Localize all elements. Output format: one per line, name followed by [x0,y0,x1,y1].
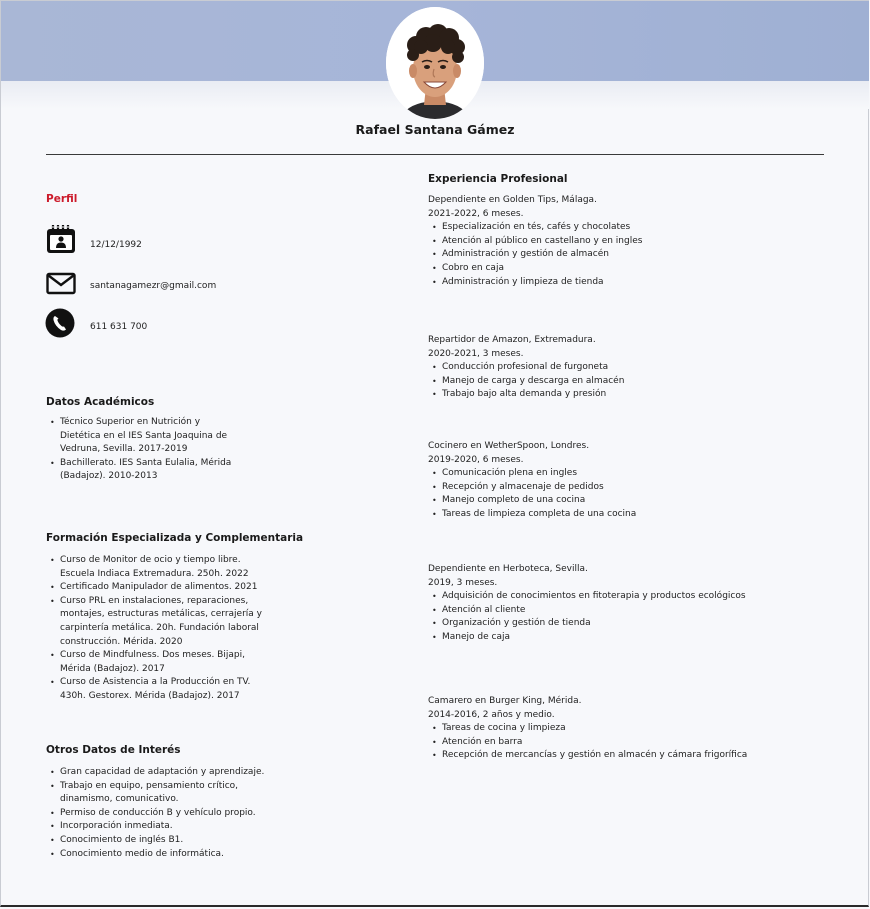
email: santanagamezr@gmail.com [90,281,217,291]
job-entry [428,334,848,402]
mail-icon [46,269,76,299]
list-item: • Permiso de conducción B y vehículo propio. [46,807,266,821]
job-role: Dependiente en Herboteca, Sevilla. [428,564,588,574]
job-period: 2019, 3 meses. [428,577,498,588]
job-period: 2019-2020, 6 meses. [428,454,524,465]
list-item: • Conocimiento medio de informática. [46,848,266,862]
list-item: • Conocimiento de inglés B1. [46,834,266,848]
job-period: 2014-2016, 2 años y medio. [428,709,555,720]
job-period: 2021-2022, 6 meses. [428,208,524,219]
list-item: • Cobro en caja [428,262,848,276]
list-item: • Bachillerato. IES Santa Eulalia, Mérida (Badajoz). 2010-2013 [46,457,236,484]
list-item: • Adquisición de conocimientos en fitoterapia y productos ecológicos [428,590,848,604]
calendar-icon [46,224,76,254]
list-item: • Curso PRL en instalaciones, reparaciones, montajes, estructuras metálicas, cerrajería y carpintería metálica. 20h. Fundación laboral construcción. Mérida. 2020 [46,595,276,649]
list-item: • Tareas de limpieza completa de una cocina [428,508,848,522]
other-list [46,766,266,861]
list-item: • Trabajo en equipo, pensamiento crítico, dinamismo, comunicativo. [46,780,266,807]
list-item: • Certificado Manipulador de alimentos. 2021 [46,581,276,595]
phone-icon [45,308,75,338]
profile-photo [386,7,484,119]
list-item: • Atención al cliente [428,604,848,618]
list-item: • Manejo de carga y descarga en almacén [428,375,848,389]
header-divider [46,154,824,155]
list-item: • Gran capacidad de adaptación y aprendizaje. [46,766,266,780]
list-item: • Especialización en tés, cafés y chocolates [428,221,848,235]
list-item: • Atención al público en castellano y en ingles [428,235,848,249]
job-entry [428,440,848,522]
job-role: Repartidor de Amazon, Extremadura. [428,335,596,345]
list-item: • Curso de Mindfulness. Dos meses. Bijapi, Mérida (Badajoz). 2017 [46,649,276,676]
list-item: • Incorporación inmediata. [46,820,266,834]
birthdate: 12/12/1992 [90,240,142,250]
perfil-heading: Perfil [46,193,78,205]
list-item: • Curso de Monitor de ocio y tiempo libre. Escuela Indiaca Extremadura. 250h. 2022 [46,554,276,581]
candidate-name: Rafael Santana Gámez [355,122,515,137]
list-item: • Atención en barra [428,736,848,750]
list-item: • Recepción de mercancías y gestión en almacén y cámara frigorífica [428,749,848,763]
list-item: • Administración y gestión de almacén [428,248,848,262]
list-item: • Trabajo bajo alta demanda y presión [428,388,848,402]
academic-list [46,416,236,484]
job-tasks [428,722,848,763]
job-entry [428,695,848,763]
job-tasks [428,590,848,644]
job-role: Camarero en Burger King, Mérida. [428,696,582,706]
list-item: • Conducción profesional de furgoneta [428,361,848,375]
job-period: 2020-2021, 3 meses. [428,348,524,359]
training-list [46,554,276,704]
job-tasks [428,221,848,289]
experience-heading: Experiencia Profesional [428,173,568,185]
list-item: • Organización y gestión de tienda [428,617,848,631]
list-item: • Curso de Asistencia a la Producción en TV. 430h. Gestorex. Mérida (Badajoz). 2017 [46,676,276,703]
list-item: • Administración y limpieza de tienda [428,276,848,290]
job-tasks [428,467,848,521]
list-item: • Manejo completo de una cocina [428,494,848,508]
list-item: • Manejo de caja [428,631,848,645]
list-item: • Comunicación plena en ingles [428,467,848,481]
phone: 611 631 700 [90,322,148,332]
job-entry [428,194,848,289]
job-entry [428,563,848,645]
list-item: • Recepción y almacenaje de pedidos [428,481,848,495]
job-tasks [428,361,848,402]
training-heading: Formación Especializada y Complementaria [46,532,304,544]
other-heading: Otros Datos de Interés [46,744,181,756]
list-item: • Tareas de cocina y limpieza [428,722,848,736]
job-role: Dependiente en Golden Tips, Málaga. [428,195,597,205]
job-role: Cocinero en WetherSpoon, Londres. [428,441,590,451]
list-item: • Técnico Superior en Nutrición y Dietética en el IES Santa Joaquina de Vedruna, Sevilla. 2017-2019 [46,416,236,457]
academic-heading: Datos Académicos [46,396,155,408]
